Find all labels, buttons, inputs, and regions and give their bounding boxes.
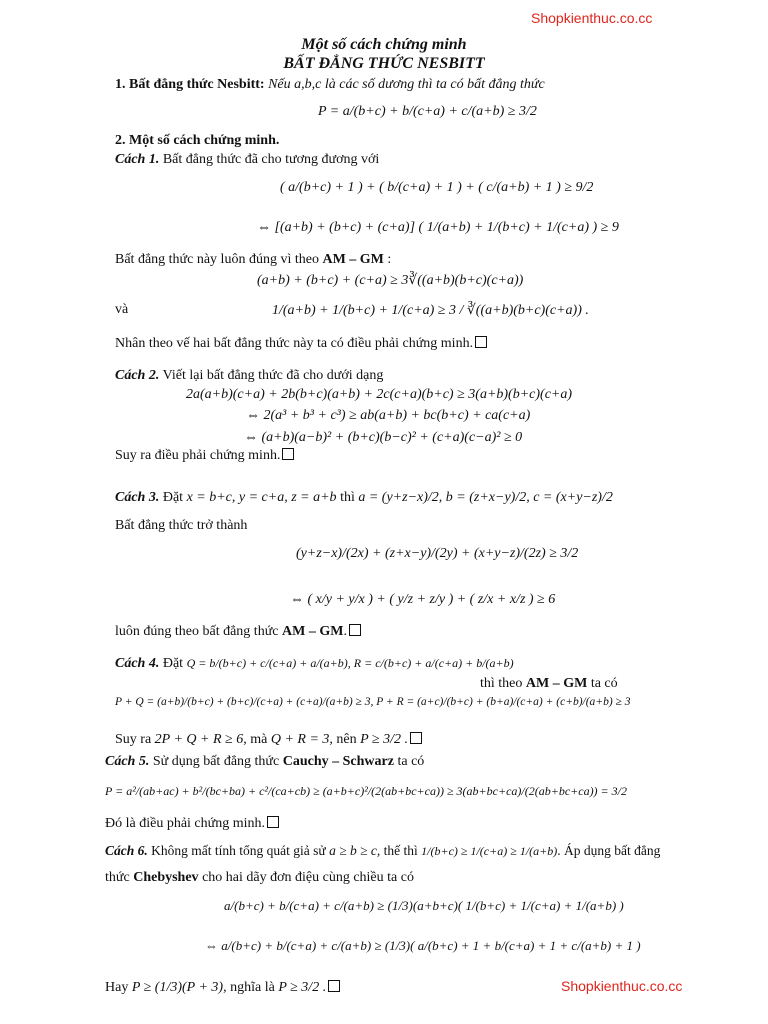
title-line-2: BẤT ĐẲNG THỨC NESBITT: [283, 55, 485, 72]
cach3-eq1: (y+z−x)/(2x) + (z+x−y)/(2y) + (x+y−z)/(2z) ≥ 3/2: [296, 546, 579, 561]
cach2-eq1: 2a(a+b)(c+a) + 2b(b+c)(a+b) + 2c(c+a)(b+c) ≥ 3(a+b)(b+c)(c+a): [186, 387, 573, 402]
cach5-intro: [105, 754, 424, 770]
cach4-m3: P ≥ 3/2 .: [360, 732, 408, 747]
cach4-text: thì theo: [480, 676, 526, 691]
cach2-text: Viết lại bất đẳng thức đã cho dưới dạng: [162, 368, 384, 383]
cach4-thi-line: [480, 676, 618, 692]
cach6-line2-text: thức: [105, 870, 134, 885]
cach3-sub: x = b+c, y = c+a, z = a+b: [186, 490, 337, 505]
cach4-text-bold: AM – GM: [525, 676, 588, 691]
title-line-1: Một số cách chứng minh: [301, 36, 467, 53]
cach6-line2-bold: Chebyshev: [133, 870, 199, 885]
cach3-dat: Đặt: [162, 490, 184, 505]
cach4-def: Q = b/(b+c) + c/(c+a) + a/(a+b), R = c/(b+c) + a/(c+a) + b/(a+b): [186, 656, 514, 670]
cach1-conclusion-line: [115, 336, 487, 352]
cach4-text-post: ta có: [587, 676, 618, 691]
cach3-conclusion-line: [115, 624, 361, 640]
watermark-top: Shopkienthuc.co.cc: [531, 10, 653, 26]
cach6-text3: . Áp dụng bất đẳng: [557, 843, 661, 858]
cach5-label: Cách 5.: [105, 754, 150, 769]
cach4-eq1: P + Q = (a+b)/(b+c) + (b+c)/(c+a) + (c+a)/(a+b) ≥ 3, P + R = (a+c)/(b+c) + (b+a)/(c+a) + (c+b)/(a+b) ≥ 3: [115, 696, 631, 708]
cach1-eq3: (a+b) + (b+c) + (c+a) ≥ 3∛((a+b)(b+c)(c+a)): [257, 273, 524, 288]
cach1-eq1: ( a/(b+c) + 1 ) + ( b/(c+a) + 1 ) + ( c/(a+b) + 1 ) ≥ 9/2: [280, 180, 594, 195]
cach2-label: Cách 2.: [115, 368, 160, 383]
cach4-nen: , nên: [329, 732, 357, 747]
cach1-text: Bất đẳng thức đã cho tương đương với: [162, 152, 380, 167]
cach1-amgm-text: Bất đẳng thức này luôn đúng vì theo: [115, 252, 323, 267]
qed-square-icon: [267, 816, 279, 828]
cach2-conclusion-line: [115, 448, 294, 464]
cach1-amgm-colon: :: [383, 252, 392, 267]
qed-square-icon: [282, 448, 294, 460]
cach5-conclusion: Đó là điều phải chứng minh.: [105, 816, 266, 831]
cach6-line: [105, 843, 660, 859]
cach6-eq1: a/(b+c) + b/(c+a) + c/(a+b) ≥ (1/3)(a+b+c)( 1/(b+c) + 1/(c+a) + 1/(a+b) ): [224, 898, 624, 913]
cach2-conclusion: Suy ra điều phải chứng minh.: [115, 448, 281, 463]
cach6-nghia: , nghĩa là: [223, 980, 275, 995]
cach1-amgm-bold: AM – GM: [322, 252, 384, 267]
cach6-line2: [105, 870, 414, 886]
cach5-text: Sử dụng bất đẳng thức: [152, 754, 283, 769]
cach6-m3: P ≥ (1/3)(P + 3): [131, 980, 224, 995]
section1-line: [115, 77, 545, 93]
cach1-eq2: ⇔ [(a+b) + (b+c) + (c+a)] ( 1/(a+b) + 1/(b+c) + 1/(c+a) ) ≥ 9: [257, 220, 619, 235]
cach5-text-post: ta có: [393, 754, 425, 769]
cach6-line2-post: cho hai dãy đơn điệu cùng chiều ta có: [198, 870, 414, 885]
cach2-eq3: ⇔ (a+b)(a−b)² + (b+c)(b−c)² + (c+a)(c−a)² ≥ 0: [244, 430, 523, 445]
cach4-ma: , mà: [243, 732, 268, 747]
cach3-conclusion-text: luôn đúng theo bất đẳng thức: [115, 624, 283, 639]
cach3-conclusion-dot: .: [343, 624, 347, 639]
cach4-m1: 2P + Q + R ≥ 6: [154, 732, 244, 747]
cach5-text-bold: Cauchy – Schwarz: [282, 754, 394, 769]
cach6-hay: Hay: [105, 980, 129, 995]
cach6-label: Cách 6.: [105, 843, 148, 858]
cach4-suy-ra: Suy ra: [115, 732, 152, 747]
cach5-eq1: P = a²/(ab+ac) + b²/(bc+ba) + c²/(ca+cb) ≥ (a+b+c)²/(2(ab+bc+ca)) ≥ 3(ab+bc+ca)/(2(ab+bc+ca)) = 3/2: [105, 784, 627, 798]
section1-text: Nếu a,b,c là các số dương thì ta có bất đẳng thức: [268, 77, 545, 92]
cach6-text1: Không mất tính tổng quát giả sử: [151, 843, 326, 858]
cach1-intro: [115, 152, 379, 168]
cach2-eq2: ⇔ 2(a³ + b³ + c³) ≥ ab(a+b) + bc(b+c) + ca(c+a): [246, 408, 531, 423]
qed-square-icon: [475, 336, 487, 348]
cach3-text: Bất đẳng thức trở thành: [115, 518, 248, 533]
cach1-label: Cách 1.: [115, 152, 160, 167]
cach4-m2: Q + R = 3: [270, 732, 330, 747]
cach4-dat: Đặt: [162, 656, 184, 671]
cach1-conclusion: Nhân theo vế hai bất đẳng thức này ta có điều phải chứng minh.: [115, 336, 474, 351]
cach3-eq2: ⇔ ( x/y + y/x ) + ( y/z + z/y ) + ( z/x + x/z ) ≥ 6: [290, 592, 556, 607]
cach4-conclusion-line: [115, 732, 422, 748]
cach4-label: Cách 4.: [115, 656, 160, 671]
cach1-va: và: [115, 302, 129, 317]
cach2-intro: [115, 368, 383, 384]
nesbitt-formula: P = a/(b+c) + b/(c+a) + c/(a+b) ≥ 3/2: [318, 104, 537, 119]
cach6-conclusion-line: [105, 980, 340, 996]
qed-square-icon: [410, 732, 422, 744]
cach1-eq4: 1/(a+b) + 1/(b+c) + 1/(c+a) ≥ 3 / ∛((a+b)(b+c)(c+a)) .: [272, 303, 589, 318]
cach3-label: Cách 3.: [115, 490, 160, 505]
cach1-amgm-line: [115, 252, 391, 268]
cach5-conclusion-line: [105, 816, 279, 832]
cach6-eq2: ⇔ a/(b+c) + b/(c+a) + c/(a+b) ≥ (1/3)( a/(b+c) + 1 + b/(c+a) + 1 + c/(a+b) + 1 ): [205, 938, 641, 953]
section2-heading: 2. Một số cách chứng minh.: [115, 133, 280, 148]
cach6-m2: 1/(b+c) ≥ 1/(c+a) ≥ 1/(a+b): [421, 844, 558, 858]
cach3-thi: thì: [340, 490, 355, 505]
cach6-m1: a ≥ b ≥ c: [329, 843, 377, 858]
cach3-conclusion-bold: AM – GM: [282, 624, 344, 639]
cach6-m4: P ≥ 3/2 .: [278, 980, 327, 995]
cach6-text2: , thế thì: [376, 843, 418, 858]
watermark-bottom: Shopkienthuc.co.cc: [561, 978, 683, 994]
cach4-line: [115, 656, 514, 672]
cach3-line: [115, 490, 613, 506]
section1-heading: 1. Bất đẳng thức Nesbitt:: [115, 77, 265, 92]
qed-square-icon: [349, 624, 361, 636]
cach3-sub2: a = (y+z−x)/2, b = (z+x−y)/2, c = (x+y−z)/2: [358, 490, 613, 505]
qed-square-icon: [328, 980, 340, 992]
